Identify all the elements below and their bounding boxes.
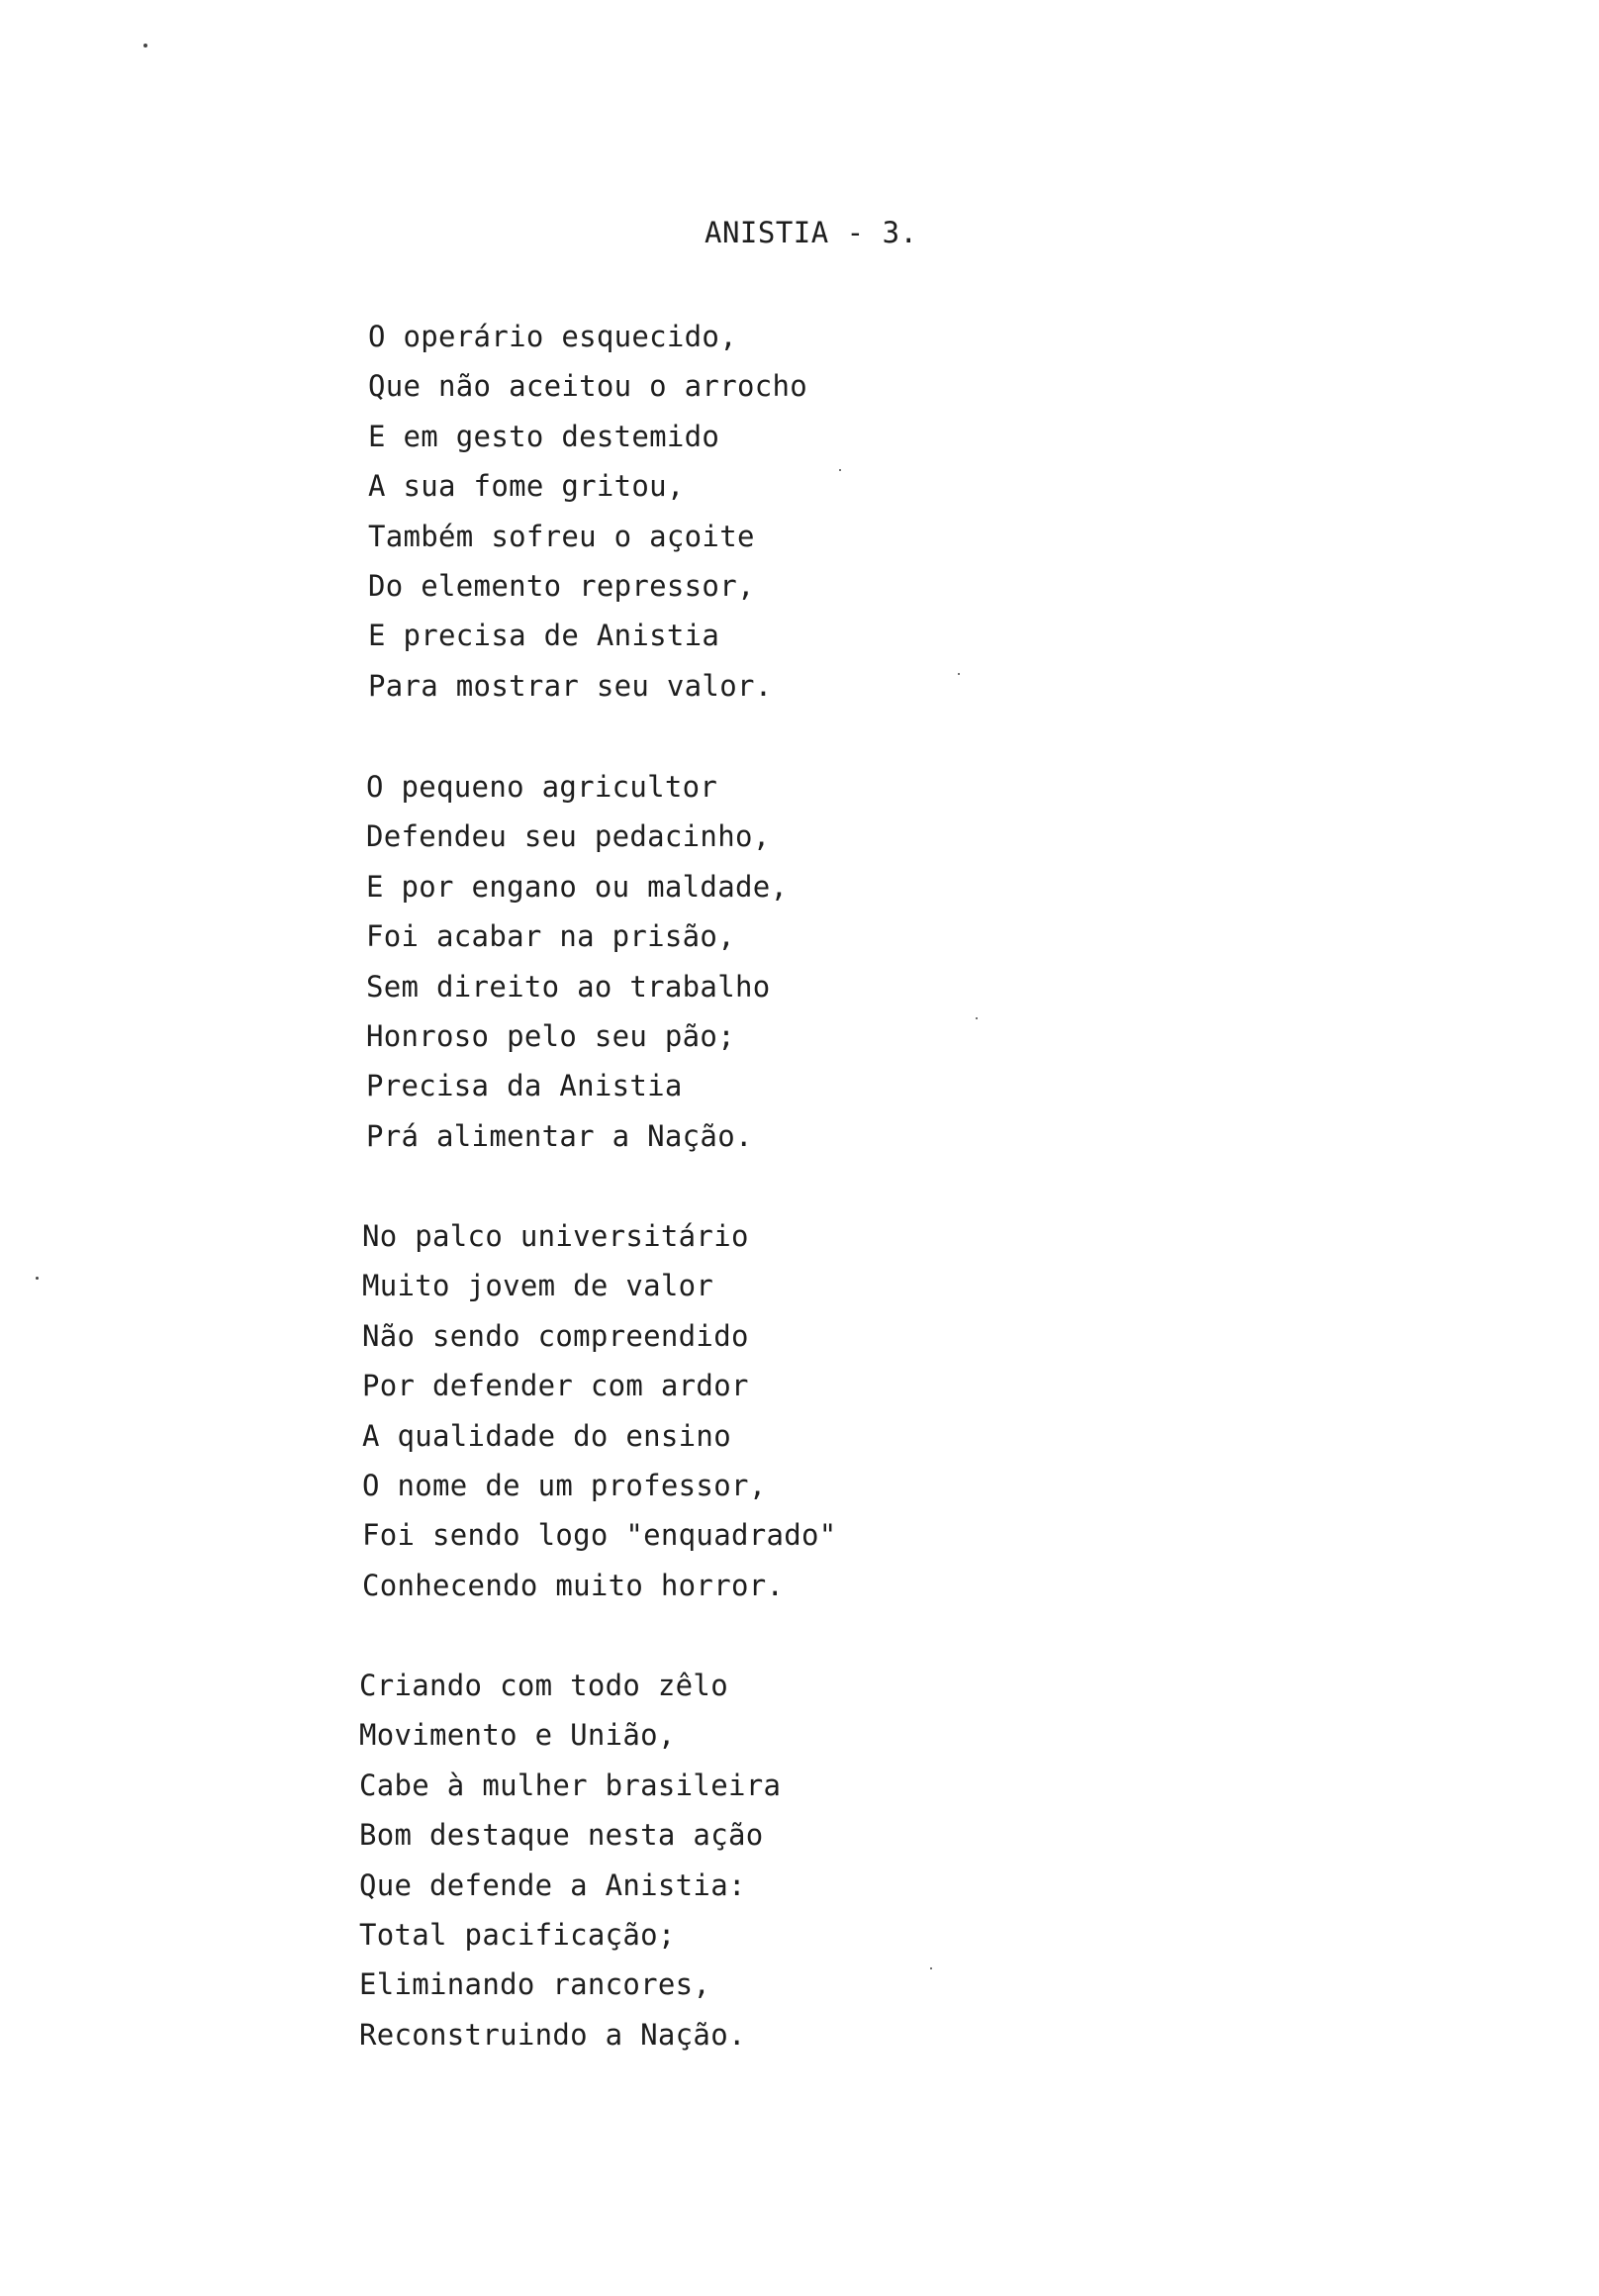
scan-speck — [976, 1017, 978, 1019]
scan-speck — [930, 1967, 932, 1969]
stanza-2 — [366, 762, 1059, 1161]
scan-speck — [36, 1277, 39, 1280]
verse-line: Que defende a Anistia: — [359, 1867, 746, 1902]
verse-line: A sua fome gritou, — [368, 469, 685, 504]
verse-line: E por engano ou maldade, — [366, 869, 789, 904]
verse-line: Sem direito ao trabalho — [366, 969, 771, 1004]
verse-line: Não sendo compreendido — [362, 1318, 749, 1353]
verse-line: Também sofreu o açoite — [368, 519, 755, 553]
scan-speck — [958, 673, 960, 675]
verse-line: Criando com todo zêlo — [359, 1669, 728, 1702]
verse-line: Prá alimentar a Nação. — [366, 1118, 753, 1153]
stanza-3 — [362, 1211, 1055, 1610]
verse-line: Conhecendo muito horror. — [362, 1568, 785, 1602]
verse-line: Cabe à mulher brasileira — [359, 1768, 782, 1802]
verse-line: Movimento e União, — [359, 1718, 676, 1753]
page-title: ANISTIA - 3. — [705, 216, 918, 249]
scan-speck — [143, 44, 147, 48]
verse-line: Reconstruindo a Nação. — [359, 2017, 746, 2052]
verse-line: A qualidade do ensino — [362, 1418, 731, 1453]
verse-line: Precisa da Anistia — [366, 1069, 683, 1103]
verse-line: Muito jovem de valor — [362, 1269, 714, 1303]
verse-line: O operário esquecido, — [368, 320, 737, 353]
verse-line: Foi acabar na prisão, — [366, 919, 735, 954]
verse-line: Que não aceitou o arrocho — [368, 369, 807, 404]
verse-line: Do elemento repressor, — [368, 569, 755, 604]
stanza-1 — [368, 312, 1061, 711]
stanza-4 — [359, 1661, 1052, 2059]
verse-line: No palco universitário — [362, 1219, 749, 1253]
verse-line: Eliminando rancores, — [359, 1967, 711, 2002]
verse-line: E em gesto destemido — [368, 419, 720, 453]
verse-line: Foi sendo logo "enquadrado" — [362, 1518, 837, 1553]
verse-line: Honroso pelo seu pão; — [366, 1019, 735, 1054]
verse-line: Total pacificação; — [359, 1918, 676, 1953]
verse-line: O nome de um professor, — [362, 1469, 767, 1503]
verse-line: Defendeu seu pedacinho, — [366, 819, 771, 854]
verse-line: Bom destaque nesta ação — [359, 1818, 764, 1853]
verse-line: Para mostrar seu valor. — [368, 668, 773, 703]
verse-line: O pequeno agricultor — [366, 770, 718, 804]
scan-speck — [839, 469, 841, 471]
verse-line: Por defender com ardor — [362, 1369, 749, 1403]
verse-line: E precisa de Anistia — [368, 619, 720, 653]
